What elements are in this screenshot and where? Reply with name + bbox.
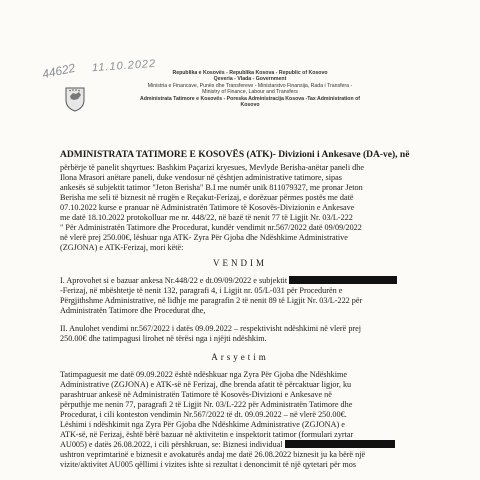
text-line: Berisha me seli të biznesit në rrugën e Reçakut-Ferizaj, e dorëzuar përmes postës me datë [60,193,354,202]
text-line: ankesës së subjektit tatimor "Jeton Berisha" B.I me numër unik 811079327, me pronar Jeton [60,183,363,192]
redaction-bar [289,276,397,284]
decision-item-1 [60,276,460,316]
letterhead-line: Ministria e Financave, Punës dhe Transfereve - Ministarstvo Finansija, Rada i Transfera - [147,82,353,89]
text-line: parashtruar ankesë në Administratën Tatimore të Kosovës-Divizioni e Ankesave në [60,390,332,399]
text-line: me datë 18.10.2022 protokolluar me nr. 448/22, në bazë të nenit 77 të Ligjit Nr. 03/L-222 [60,213,353,222]
document-title: ADMINISTRATA TATIMORE E KOSOVËS (ATK)- Divizioni i Ankesave (DA-ve), në [60,150,410,160]
letterhead-line: Ministry of Finance, Labour and Transfers [202,89,298,96]
section-heading-vendim: VENDIM [213,258,267,268]
text-line: Tatimpaguesit me datë 09.09.2022 është ndëshkuar nga Zyra Për Gjoba dhe Ndëshkime [60,370,348,379]
text-line: vizite/aktivitet AU005 qëllimi i vizites ishte si rezultat i denoncimit të një qytetari për mos [60,460,357,469]
text-line: Ilona Mrasori anëtare paneli, duke vendosur në çështjen administrative tatimore, sipas [60,173,342,182]
kosovo-emblem-icon [64,86,86,112]
text-line: Administratën Tatimore dhe Procedurat dhe, [60,306,206,315]
registry-number-stamp: 44622 [40,60,77,82]
item-text: I. Aprovohet si e bazuar ankesa Nr.448/22 e dt.09/09/2022 e subjektit [60,276,288,285]
text-line [60,440,460,450]
text-line: 07.10.2022 kurse e pranuar në Administratën Tatimore të Kosovës-Divizionin e Ankesave [60,203,355,212]
decision-item-2 [60,324,460,344]
text-line: Administrative (ZGJONA) e ATK-së në Ferizaj, dhe brenda afatit të përcaktuar ligjor, ku [60,380,352,389]
text-line: Lëshimi i ndëshkimit nga Zyra Për Gjoba dhe Ndëshkime Administrative (ZGJONA) e [60,420,345,429]
letterhead [130,70,370,108]
item-text: AU005) e datës 26.08.2022, i cili përshkruan, se: Biznesi individual [60,440,283,449]
text-line: " Për Administratën Tatimore dhe Procedurat, kundër vendimit nr.567/2022 datë 09/09/2022 [60,223,362,232]
text-line: ATK-së, në Ferizaj, është bërë bazuar në aktivitetin e inspektorit tatimor (formulari zyrtar [60,430,354,439]
registry-date-stamp: 11.10.2022 [91,57,157,75]
section-heading-arsyetim: Arsyetim [211,352,269,362]
text-line: 250.00€ dhe tatimpagusi lirohet në tërësi nga i njëjti ndëshkim. [60,334,267,343]
text-line: II. Anulohet vendimi nr.567/2022 i datës 09.09.2022 – respektivisht ndëshkimi në vlerë prej [60,324,362,333]
text-line: -Ferizaj, në mbështetje të nenit 132, paragrafi 4, i Ligjit nr. 05/L-031 për Procedurën e [60,286,343,295]
text-line: Përgjithshme Administrative, në lidhje me paragrafin 2 të nenit 89 të Ligjit Nr. 03/L-222 për [60,296,363,305]
redaction-bar [285,440,395,448]
reasoning-paragraph [60,370,460,470]
text-line: (ZGJONA) e ATK-Ferizaj, mori këtë: [60,243,184,252]
text-line: ushtron veprimtarinë e biznesit e avokaturës andaj me datë 26.08.2022 biznesit ju ka bërë një [60,450,366,459]
text-line: përputhje me nenin 77, paragrafi 2 të Ligjit Nr. 03/L-222 për Administratën Tatimore dhe [60,400,353,409]
letterhead-line: Administrata Tatimore e Kosovës - Poreska Administracija Kosova -Tax Administration of Kosovo [140,95,360,109]
text-line: Procedurat, i cili konteston vendimin Nr.567/2022 të dt. 09.09.2022 – në vlerë 250.00€. [60,410,347,419]
text-line: në vlerë prej 250.00€, lëshuar nga ATK- Zyra Për Gjoba dhe Ndëshkime Administrative [60,233,348,242]
letterhead-line: Republika e Kosovës - Republika Kosova - Republic of Kosovo [172,70,328,76]
text-line [60,276,460,286]
intro-paragraph [60,163,460,253]
text-line: përbërje të panelit shqyrtues: Bashkim Paçarizi kryesues, Mevlyde Berisha-anëtar paneli dhe [60,163,364,172]
letterhead-line: Qeveria - Vlada - Government [213,76,287,83]
